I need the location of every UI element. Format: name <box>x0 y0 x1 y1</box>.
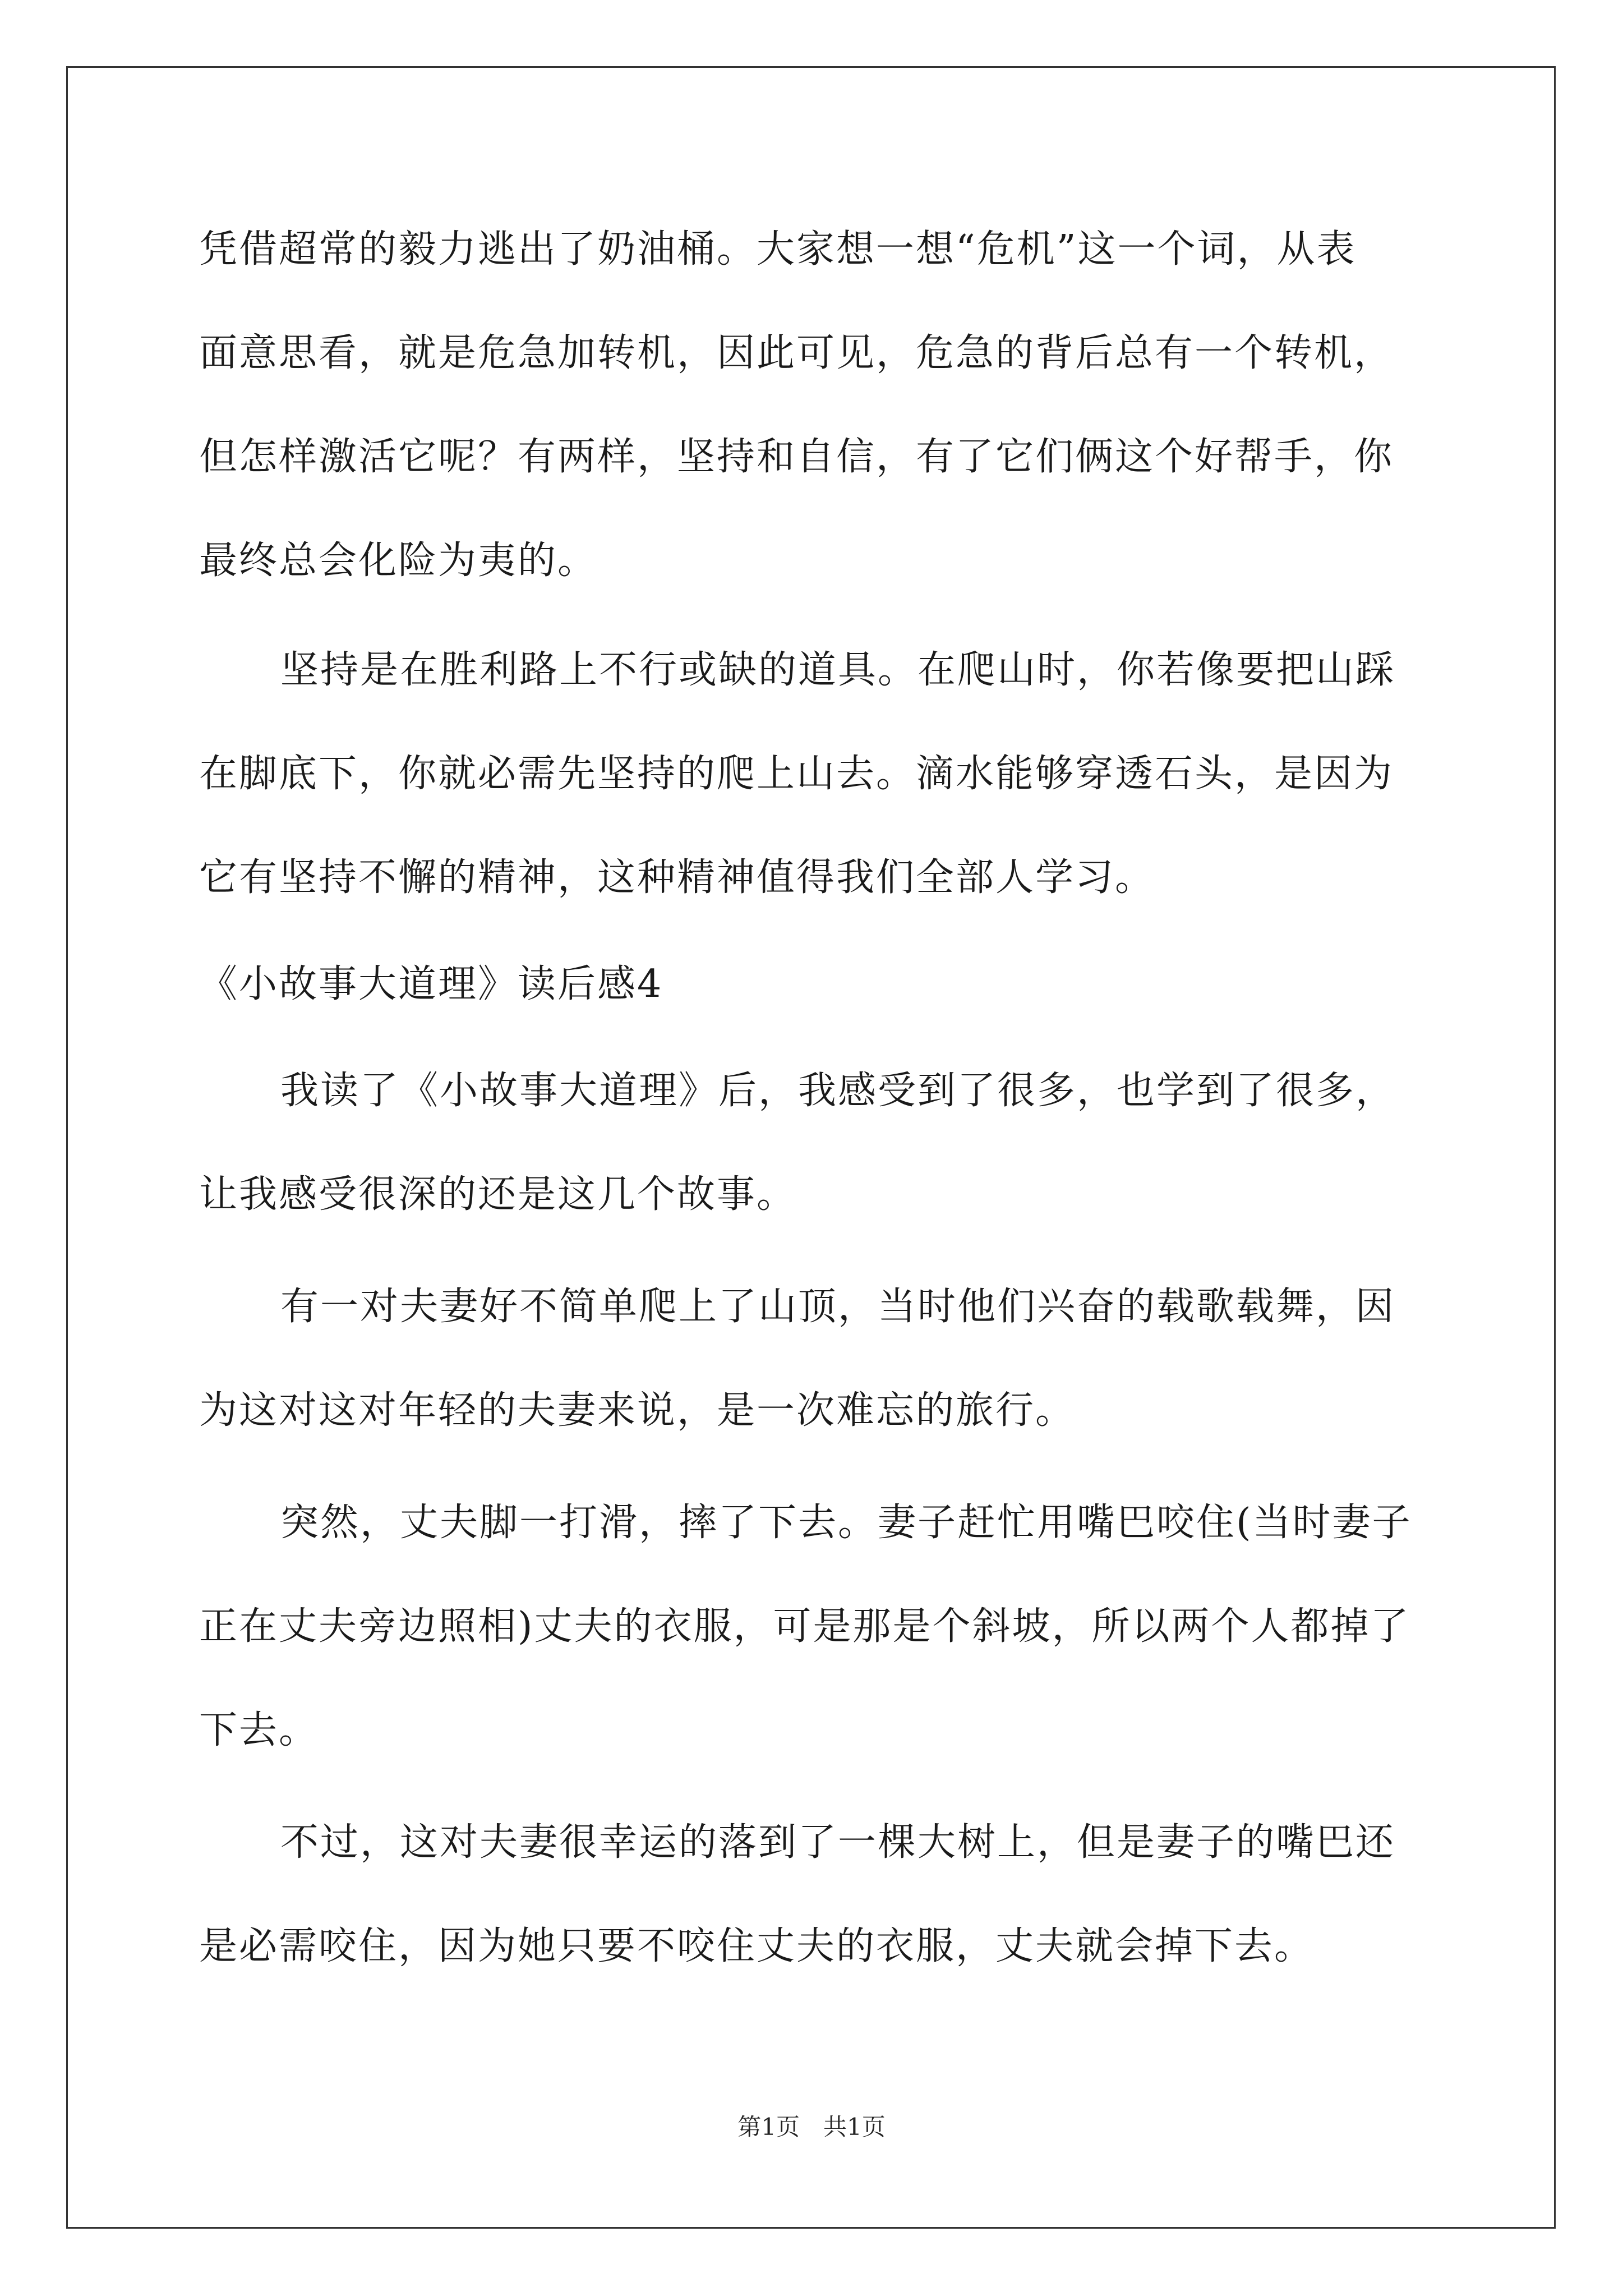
page-number-footer: 第1页 共1页 <box>737 2113 886 2141</box>
paragraph-5-line-3: 下去。 <box>199 1708 319 1752</box>
paragraph-2-line-1: 坚持是在胜利路上不行或缺的道具。在爬山时，你若像要把山踩 <box>280 648 1396 692</box>
paragraph-5-line-2: 正在丈夫旁边照相)丈夫的衣服，可是那是个斜坡，所以两个人都掉了 <box>199 1604 1410 1649</box>
paragraph-3-line-2: 让我感受很深的还是这几个故事。 <box>199 1172 797 1217</box>
paragraph-6-line-2: 是必需咬住，因为她只要不咬住丈夫的衣服，丈夫就会掉下去。 <box>199 1924 1315 1968</box>
paragraph-1-line-4: 最终总会化险为夷的。 <box>199 539 598 583</box>
paragraph-4-line-1: 有一对夫妻好不简单爬上了山顶，当时他们兴奋的载歌载舞，因 <box>280 1285 1396 1329</box>
paragraph-1-line-1: 凭借超常的毅力逃出了奶油桶。大家想一想“危机”这一个词，从表 <box>199 227 1357 272</box>
paragraph-1-line-2: 面意思看，就是危急加转机，因此可见，危急的背后总有一个转机， <box>199 331 1394 375</box>
paragraph-1-line-3: 但怎样激活它呢？有两样，坚持和自信，有了它们俩这个好帮手，你 <box>199 435 1394 479</box>
paragraph-2-line-3: 它有坚持不懈的精神，这种精神值得我们全部人学习。 <box>199 855 1155 900</box>
page-border <box>66 66 1556 2229</box>
paragraph-3-line-1: 我读了《小故事大道理》后，我感受到了很多，也学到了很多， <box>280 1069 1396 1113</box>
paragraph-2-line-2: 在脚底下，你就必需先坚持的爬上山去。滴水能够穿透石头，是因为 <box>199 752 1394 796</box>
paragraph-4-line-2: 为这对这对年轻的夫妻来说，是一次难忘的旅行。 <box>199 1388 1076 1433</box>
paragraph-6-line-1: 不过，这对夫妻很幸运的落到了一棵大树上，但是妻子的嘴巴还 <box>280 1820 1396 1865</box>
section-title: 《小故事大道理》读后感4 <box>199 962 663 1006</box>
paragraph-5-line-1: 突然，丈夫脚一打滑，摔了下去。妻子赶忙用嘴巴咬住(当时妻子 <box>280 1501 1412 1545</box>
